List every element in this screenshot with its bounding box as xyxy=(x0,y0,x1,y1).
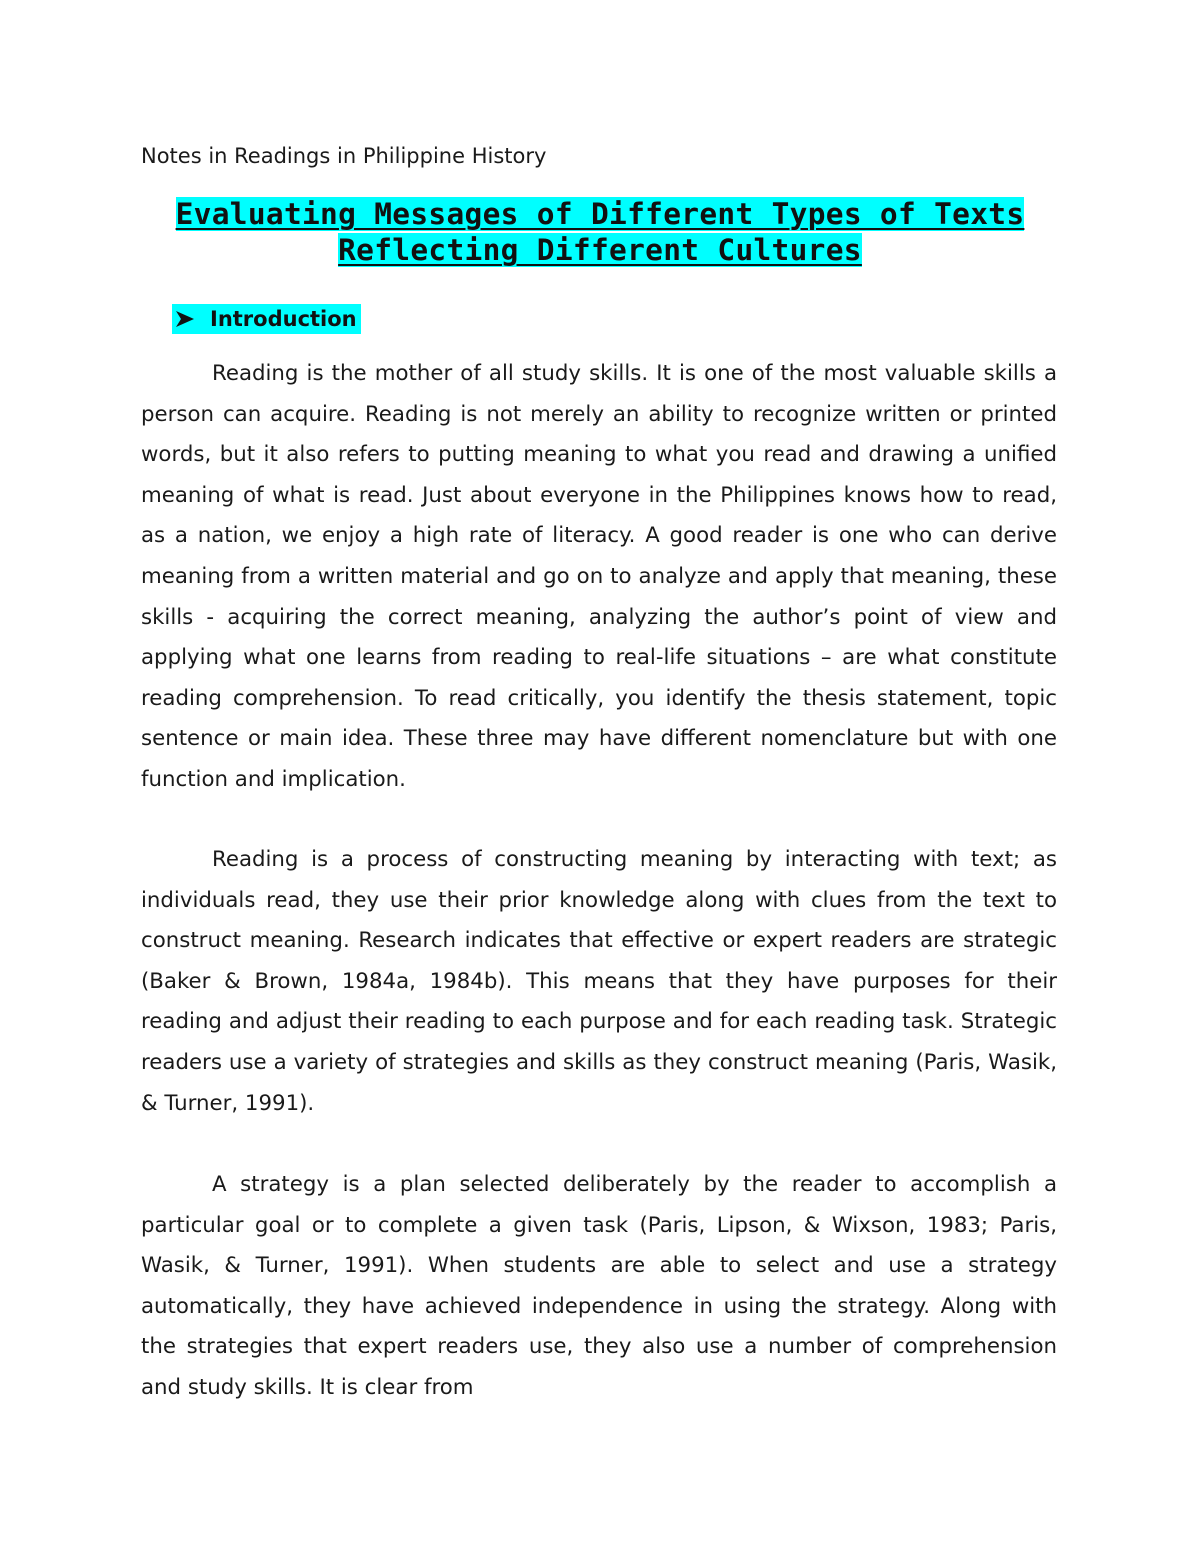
paragraph-3: A strategy is a plan selected deliberately by the reader to accomplish a particular goal or to complete a given task (Paris, Lipson, & Wixson, 1983; Paris, Wasik, & Turner, 1991). When students are able to select and use a strategy automatically, they have achieved independence in using the strategy. Along with the strategies that expert readers use, they also use a number of comprehension and study skills. It is clear from xyxy=(141,1172,1057,1400)
paragraph-2: Reading is a process of constructing meaning by interacting with text; as individuals read, they use their prior knowledge along with clues from the text to construct meaning. Research indicates that effective or expert readers are strategic (Baker & Brown, 1984a, 1984b). This means that they have purposes for their reading and adjust their reading to each purpose and for each reading task. Strategic readers use a variety of strategies and skills as they construct meaning (Paris, Wasik, & Turner, 1991). xyxy=(141,847,1057,1116)
section-heading-label: Introduction xyxy=(198,304,361,334)
arrowhead-bullet-icon xyxy=(172,304,198,334)
title-line-2: Reflecting Different Cultures xyxy=(338,233,862,267)
document-title xyxy=(130,196,1070,268)
header-note: Notes in Readings in Philippine History xyxy=(141,144,547,168)
title-line-1: Evaluating Messages of Different Types of Texts xyxy=(175,197,1025,231)
paragraph-1: Reading is the mother of all study skills. It is one of the most valuable skills a person can acquire. Reading is not merely an ability to recognize written or printed words, but it also refers to putting meaning to what you read and drawing a unified meaning of what is read. Just about everyone in the Philippines knows how to read, as a nation, we enjoy a high rate of literacy. A good reader is one who can derive meaning from a written material and go on to analyze and apply that meaning, these skills - acquiring the correct meaning, analyzing the author’s point of view and applying what one learns from reading to real-life situations – are what constitute reading comprehension. To read critically, you identify the thesis statement, topic sentence or main idea. These three may have different nomenclature but with one function and implication. xyxy=(141,361,1057,792)
section-heading xyxy=(172,304,361,334)
